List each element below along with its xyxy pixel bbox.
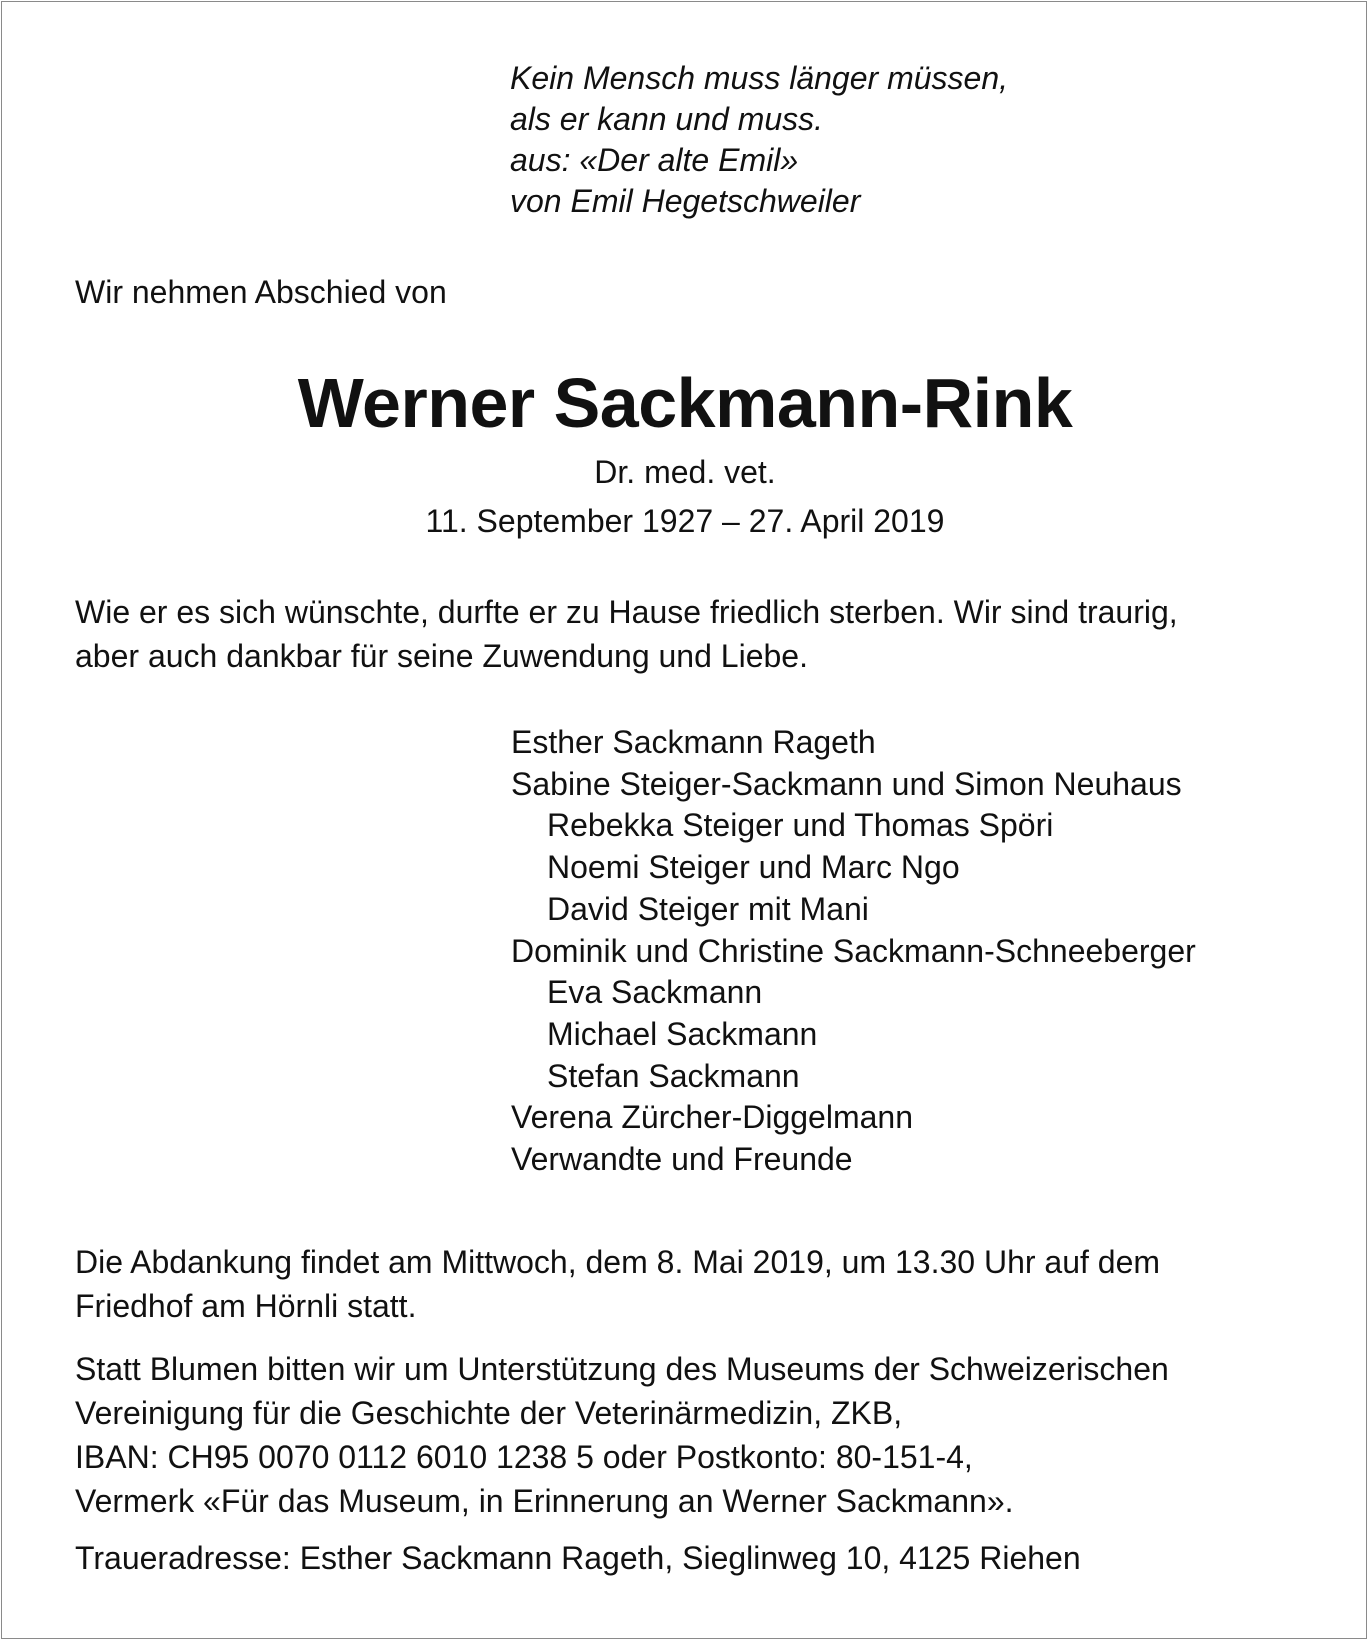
mourner-name: Sabine Steiger-Sackmann und Simon Neuhaus [511, 765, 1182, 802]
mourning-address: Traueradresse: Esther Sackmann Rageth, Sieglinweg 10, 4125 Riehen [75, 1540, 1081, 1576]
mourner-name: Noemi Steiger und Marc Ngo [547, 849, 960, 886]
deceased-name: Werner Sackmann-Rink [297, 364, 1073, 442]
deceased-title: Dr. med. vet. [594, 454, 776, 490]
donation-line: IBAN: CH95 0070 0112 6010 1238 5 oder Postkonto: 80-151-4, [75, 1439, 973, 1475]
life-dates: 11. September 1927 – 27. April 2019 [425, 503, 945, 539]
mourners-list [511, 722, 1196, 1181]
ceremony-line: Die Abdankung findet am Mittwoch, dem 8. Mai 2019, um 13.30 Uhr auf dem [75, 1244, 1161, 1280]
mourner-name: Eva Sackmann [547, 974, 763, 1011]
mourner-name: Michael Sackmann [547, 1015, 818, 1052]
message-paragraph [75, 590, 1178, 678]
mourner-name: Dominik und Christine Sackmann-Schneeberger [511, 932, 1196, 969]
mourner-name: David Steiger mit Mani [547, 890, 869, 927]
donation-line: Statt Blumen bitten wir um Unterstützung des Museums der Schweizerischen [75, 1351, 1169, 1387]
mourner-name: Stefan Sackmann [547, 1057, 800, 1094]
ceremony-paragraph [75, 1240, 1160, 1328]
mourner-name: Rebekka Steiger und Thomas Spöri [547, 807, 1054, 844]
quote-line: als er kann und muss. [510, 101, 824, 137]
message-line: aber auch dankbar für seine Zuwendung und Liebe. [75, 638, 808, 674]
intro-text: Wir nehmen Abschied von [75, 274, 447, 310]
quote-line: aus: «Der alte Emil» [510, 142, 799, 178]
epigraph-quote [510, 58, 1008, 222]
ceremony-line: Friedhof am Hörnli statt. [75, 1288, 417, 1324]
mourner-name: Esther Sackmann Rageth [511, 724, 876, 760]
message-line: Wie er es sich wünschte, durfte er zu Hause friedlich sterben. Wir sind traurig, [75, 594, 1178, 630]
donation-paragraph [75, 1347, 1169, 1523]
quote-line: von Emil Hegetschweiler [510, 183, 861, 219]
mourner-name: Verena Zürcher-Diggelmann [511, 1099, 913, 1136]
donation-line: Vereinigung für die Geschichte der Veterinärmedizin, ZKB, [75, 1395, 903, 1431]
quote-line: Kein Mensch muss länger müssen, [510, 60, 1008, 96]
mourner-name: Verwandte und Freunde [511, 1141, 853, 1178]
donation-line: Vermerk «Für das Museum, in Erinnerung an Werner Sackmann». [75, 1483, 1014, 1519]
